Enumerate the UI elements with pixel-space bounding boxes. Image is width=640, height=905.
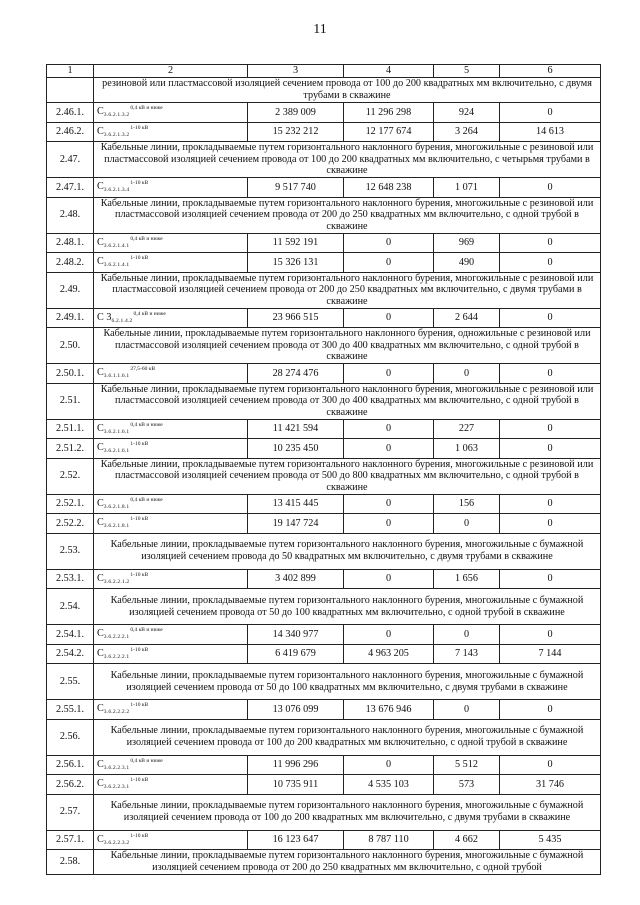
rate-code-index: 3.6.2.1.8.1 (103, 523, 130, 529)
value-col-4: 0 (344, 514, 434, 534)
value-col-3: 19 147 724 (248, 514, 344, 534)
rate-code-label (97, 700, 148, 719)
rate-code-voltage: 1-10 кВ (130, 441, 149, 447)
row-description: Кабельные линии, прокладываемые путем горизонтального наклонного бурения, многожильные с бумажной изоляцией сечением провода от 100 до 200 квадратных мм включительно, с одной трубой в скважине (94, 719, 601, 755)
rate-code-label (97, 420, 163, 439)
value-col-6: 0 (500, 625, 601, 645)
rate-code-index: 3.6.1.1.6.1 (103, 373, 130, 379)
rate-code-index: 3.6.2.1.3.2 (103, 112, 130, 118)
value-col-6: 0 (500, 514, 601, 534)
table-row (47, 700, 601, 720)
value-col-4: 11 296 298 (344, 103, 434, 123)
header-col-5: 5 (434, 65, 500, 78)
rate-code (94, 569, 248, 589)
rate-code-index: 3.6.2.2.1.2 (103, 578, 130, 585)
rate-code-letter: С (97, 367, 104, 378)
section-row (47, 850, 601, 875)
row-number: 2.48.1. (47, 233, 94, 253)
rate-code-label (97, 756, 163, 775)
value-col-5: 1 071 (434, 178, 500, 198)
table-row (47, 830, 601, 850)
value-col-3: 28 274 476 (248, 364, 344, 384)
value-col-4: 0 (344, 308, 434, 328)
table-row (47, 775, 601, 795)
row-description: Кабельные линии, прокладываемые путем горизонтального наклонного бурения, многожильные с бумажной изоляцией сечением провода до 50 квадратных мм включительно, с двумя трубами в скважине (94, 533, 601, 569)
rate-code (94, 178, 248, 198)
value-col-4: 8 787 110 (344, 830, 434, 850)
table-row (47, 122, 601, 142)
rate-code-voltage: 0,4 кВ и ниже (130, 421, 163, 428)
rate-code-letter: С (97, 256, 104, 267)
rate-code-voltage: 0,4 кВ и ниже (130, 757, 163, 764)
row-description: Кабельные линии, прокладываемые путем горизонтального наклонного бурения, многожильные с бумажной изоляцией сечением провода от 50 до 100 квадратных мм включительно, с двумя трубами в скважине (94, 664, 601, 700)
rate-code-index: 3.6.2.1.4.1 (103, 242, 130, 249)
value-col-4: 0 (344, 569, 434, 589)
value-col-6: 0 (500, 253, 601, 273)
value-col-5: 2 644 (434, 308, 500, 328)
table-row (47, 569, 601, 589)
value-col-6: 0 (500, 233, 601, 253)
rate-code-label (97, 103, 163, 122)
section-row (47, 142, 601, 178)
rate-code-voltage: 1-10 кВ (130, 180, 149, 186)
value-col-6: 0 (500, 178, 601, 198)
row-number: 2.58. (47, 850, 94, 875)
rate-code-label (97, 309, 166, 328)
value-col-3: 11 996 296 (248, 755, 344, 775)
value-col-5: 0 (434, 625, 500, 645)
rate-code-label (97, 253, 148, 272)
rate-code-label (97, 234, 163, 253)
rate-code-index: 3.6.2.2.3.1 (103, 764, 130, 771)
rate-code-index: 3.6.2.1.4.1 (103, 262, 130, 268)
value-col-4: 4 535 103 (344, 775, 434, 795)
section-row (47, 589, 601, 625)
rate-code-label (97, 514, 148, 533)
rate-code-voltage: 1-10 кВ (130, 777, 149, 783)
table-row (47, 494, 601, 514)
rate-code-voltage: 1-10 кВ (130, 255, 149, 261)
section-row (47, 197, 601, 233)
row-number: 2.52.1. (47, 494, 94, 514)
rate-code-voltage: 1-10 кВ (130, 124, 149, 131)
table-row (47, 419, 601, 439)
rate-code-index: 3.6.2.2.3.1 (103, 784, 130, 790)
table-row (47, 364, 601, 384)
rate-code-index: 3.6.2.1.6.1 (103, 448, 130, 454)
rate-code-label (97, 570, 148, 589)
rate-code-label (97, 439, 148, 458)
rate-code-label (97, 123, 148, 142)
value-col-4: 13 676 946 (344, 700, 434, 720)
rate-code-letter: С (97, 778, 104, 789)
rate-code (94, 308, 248, 328)
value-col-5: 490 (434, 253, 500, 273)
value-col-3: 15 232 212 (248, 122, 344, 142)
row-number: 2.54.2. (47, 644, 94, 664)
section-row (47, 719, 601, 755)
value-col-3: 3 402 899 (248, 569, 344, 589)
row-description: Кабельные линии, прокладываемые путем горизонтального наклонного бурения, многожильные с резиновой или пластмассовой изоляцией сечением провода от 100 до 200 квадратных мм включительно, с четырьмя трубами в скважине (94, 142, 601, 178)
rate-code-label (97, 775, 148, 794)
value-col-6: 14 613 (500, 122, 601, 142)
rate-code-letter: С (97, 181, 104, 192)
row-number: 2.57. (47, 794, 94, 830)
rate-code-label (97, 364, 155, 383)
rate-code (94, 514, 248, 534)
value-col-6: 5 435 (500, 830, 601, 850)
row-number: 2.49.1. (47, 308, 94, 328)
table-body (47, 65, 601, 875)
value-col-3: 23 966 515 (248, 308, 344, 328)
value-col-6: 0 (500, 439, 601, 459)
value-col-6: 0 (500, 308, 601, 328)
value-col-6: 7 144 (500, 644, 601, 664)
value-col-5: 156 (434, 494, 500, 514)
row-number: 2.52. (47, 458, 94, 494)
row-number (47, 78, 94, 103)
value-col-3: 6 419 679 (248, 644, 344, 664)
value-col-5: 0 (434, 700, 500, 720)
value-col-6: 0 (500, 364, 601, 384)
row-number: 2.56.1. (47, 755, 94, 775)
section-row (47, 794, 601, 830)
value-col-5: 0 (434, 514, 500, 534)
table-row (47, 253, 601, 273)
rate-code-index: 3.6.2.1.3.2 (103, 131, 130, 138)
rate-code-letter: С (97, 572, 104, 584)
value-col-4: 4 963 205 (344, 644, 434, 664)
rate-code-voltage: 0,4 кВ и ниже (130, 105, 163, 111)
row-number: 2.49. (47, 272, 94, 308)
value-col-6: 0 (500, 419, 601, 439)
section-row (47, 533, 601, 569)
row-number: 2.55. (47, 664, 94, 700)
value-col-4: 0 (344, 755, 434, 775)
rate-code-voltage: 1-10 кВ (130, 832, 149, 839)
row-description: Кабельные линии, прокладываемые путем горизонтального наклонного бурения, многожильные с бумажной изоляцией сечением провода от 200 до 250 квадратных мм включительно, с одной трубой (94, 850, 601, 875)
row-number: 2.50.1. (47, 364, 94, 384)
row-number: 2.50. (47, 328, 94, 364)
rate-code-voltage: 0,4 кВ и ниже (130, 627, 163, 633)
row-description: Кабельные линии, прокладываемые путем горизонтального наклонного бурения, многожильные с бумажной изоляцией сечением провода от 100 до 200 квадратных мм включительно, с двумя трубами в скважине (94, 794, 601, 830)
rate-code-voltage: 1-10 кВ (130, 571, 149, 578)
rate-code-voltage: 1-10 кВ (130, 516, 149, 522)
rate-code (94, 103, 248, 123)
rate-code-index: 3.6.2.1.6.1 (103, 428, 130, 435)
rate-code (94, 700, 248, 720)
value-col-4: 0 (344, 233, 434, 253)
value-col-4: 0 (344, 253, 434, 273)
row-description: Кабельные линии, прокладываемые путем горизонтального наклонного бурения, многожильные с резиновой или пластмассовой изоляцией сечением провода от 300 до 400 квадратных мм включительно, с одной трубой в скважине (94, 383, 601, 419)
value-col-6: 0 (500, 755, 601, 775)
rate-code-voltage: 0,4 кВ и ниже (133, 310, 166, 317)
value-col-3: 13 076 099 (248, 700, 344, 720)
rate-code-index: 3.6.2.1.8.1 (103, 503, 130, 510)
row-number: 2.54. (47, 589, 94, 625)
value-col-5: 4 662 (434, 830, 500, 850)
value-col-5: 969 (434, 233, 500, 253)
rate-code (94, 755, 248, 775)
row-number: 2.54.1. (47, 625, 94, 645)
value-col-3: 15 326 131 (248, 253, 344, 273)
table-header-row (47, 65, 601, 78)
value-col-4: 0 (344, 494, 434, 514)
rate-code-letter: С (97, 628, 104, 639)
section-row (47, 328, 601, 364)
rate-code-letter: С (97, 758, 104, 770)
row-description: Кабельные линии, прокладываемые путем горизонтального наклонного бурения, многожильные с резиновой или пластмассовой изоляцией сечением провода от 200 до 250 квадратных мм включительно, с двумя трубами в скважине (94, 272, 601, 308)
value-col-3: 11 592 191 (248, 233, 344, 253)
row-number: 2.56.2. (47, 775, 94, 795)
value-col-3: 10 735 911 (248, 775, 344, 795)
value-col-4: 0 (344, 439, 434, 459)
rate-code-index: 3.6.2.2.2.1 (103, 634, 130, 640)
row-number: 2.48. (47, 197, 94, 233)
value-col-4: 12 648 238 (344, 178, 434, 198)
value-col-3: 16 123 647 (248, 830, 344, 850)
value-col-3: 11 421 594 (248, 419, 344, 439)
value-col-5: 1 656 (434, 569, 500, 589)
rate-code-letter: С 3 (97, 311, 112, 323)
value-col-3: 9 517 740 (248, 178, 344, 198)
rate-code-letter: С (97, 422, 104, 434)
row-number: 2.56. (47, 719, 94, 755)
rate-code-letter: С (97, 106, 104, 117)
value-col-5: 0 (434, 364, 500, 384)
rate-code-index: 6.2.1.4.2 (111, 317, 133, 324)
value-col-6: 0 (500, 700, 601, 720)
rate-code-letter: С (97, 703, 104, 714)
rate-code (94, 122, 248, 142)
table-row (47, 514, 601, 534)
rate-code-letter: С (97, 833, 104, 845)
row-description: резиновой или пластмассовой изоляцией сечением провода от 100 до 200 квадратных мм включительно, с двумя трубами в скважине (94, 78, 601, 103)
rate-code-index: 3.6.2.2.3.2 (103, 839, 130, 846)
value-col-3: 2 389 009 (248, 103, 344, 123)
value-col-4: 0 (344, 364, 434, 384)
row-number: 2.48.2. (47, 253, 94, 273)
value-col-6: 0 (500, 103, 601, 123)
table-row (47, 625, 601, 645)
rate-code-letter: С (97, 517, 104, 528)
value-col-3: 10 235 450 (248, 439, 344, 459)
page-number: 11 (313, 22, 327, 37)
tariff-table (46, 64, 601, 875)
value-col-4: 0 (344, 625, 434, 645)
rate-code (94, 775, 248, 795)
header-col-3: 3 (248, 65, 344, 78)
section-row (47, 458, 601, 494)
value-col-5: 7 143 (434, 644, 500, 664)
header-col-6: 6 (500, 65, 601, 78)
row-description: Кабельные линии, прокладываемые путем горизонтального наклонного бурения, многожильные с резиновой или пластмассовой изоляцией сечением провода от 500 до 800 квадратных мм включительно, с одной трубой в скважине (94, 458, 601, 494)
row-number: 2.46.2. (47, 122, 94, 142)
rate-code-label (97, 495, 163, 514)
rate-code-voltage: 27,5-60 кВ (130, 366, 156, 372)
rate-code-letter: С (97, 497, 104, 509)
table-row (47, 103, 601, 123)
value-col-5: 924 (434, 103, 500, 123)
section-row (47, 272, 601, 308)
header-col-1: 1 (47, 65, 94, 78)
row-number: 2.47.1. (47, 178, 94, 198)
rate-code-voltage: 1-10 кВ (130, 702, 149, 708)
value-col-3: 13 415 445 (248, 494, 344, 514)
row-number: 2.57.1. (47, 830, 94, 850)
rate-code-letter: С (97, 125, 104, 137)
rate-code-label (97, 831, 148, 850)
row-number: 2.53. (47, 533, 94, 569)
section-row (47, 78, 601, 103)
rate-code-letter: С (97, 236, 104, 248)
rate-code (94, 439, 248, 459)
table-row (47, 178, 601, 198)
section-row (47, 383, 601, 419)
rate-code-letter: С (97, 647, 104, 659)
rate-code (94, 625, 248, 645)
value-col-4: 0 (344, 419, 434, 439)
rate-code (94, 644, 248, 664)
rate-code (94, 233, 248, 253)
row-number: 2.53.1. (47, 569, 94, 589)
value-col-4: 12 177 674 (344, 122, 434, 142)
row-description: Кабельные линии, прокладываемые путем горизонтального наклонного бурения, многожильные с резиновой или пластмассовой изоляцией сечением провода от 200 до 250 квадратных мм включительно, с одной трубой в скважине (94, 197, 601, 233)
value-col-5: 573 (434, 775, 500, 795)
row-number: 2.51.2. (47, 439, 94, 459)
value-col-5: 1 063 (434, 439, 500, 459)
value-col-6: 0 (500, 494, 601, 514)
rate-code-voltage: 0,4 кВ и ниже (130, 235, 163, 242)
value-col-5: 5 512 (434, 755, 500, 775)
rate-code-label (97, 178, 148, 197)
rate-code-index: 3.6.2.2.2.1 (103, 653, 130, 660)
row-number: 2.55.1. (47, 700, 94, 720)
row-number: 2.51. (47, 383, 94, 419)
rate-code (94, 419, 248, 439)
header-col-4: 4 (344, 65, 434, 78)
table-row (47, 308, 601, 328)
header-col-2: 2 (94, 65, 248, 78)
row-description: Кабельные линии, прокладываемые путем горизонтального наклонного бурения, многожильные с бумажной изоляцией сечением провода от 50 до 100 квадратных мм включительно, с одной трубой в скважине (94, 589, 601, 625)
rate-code-index: 3.6.2.1.3.4 (103, 187, 130, 193)
rate-code (94, 364, 248, 384)
row-number: 2.46.1. (47, 103, 94, 123)
rate-code-index: 3.6.2.2.2.2 (103, 709, 130, 715)
value-col-6: 31 746 (500, 775, 601, 795)
row-number: 2.52.2. (47, 514, 94, 534)
rate-code (94, 253, 248, 273)
rate-code (94, 494, 248, 514)
row-description: Кабельные линии, прокладываемые путем горизонтального наклонного бурения, одножильные с резиновой или пластмассовой изоляцией сечением провода от 300 до 400 квадратных мм включительно, с одной трубой в скважине (94, 328, 601, 364)
section-row (47, 664, 601, 700)
rate-code-letter: С (97, 442, 104, 453)
value-col-6: 0 (500, 569, 601, 589)
row-number: 2.51.1. (47, 419, 94, 439)
table-row (47, 439, 601, 459)
rate-code-label (97, 625, 163, 644)
value-col-5: 3 264 (434, 122, 500, 142)
row-number: 2.47. (47, 142, 94, 178)
table-row (47, 233, 601, 253)
rate-code-voltage: 1-10 кВ (130, 646, 149, 653)
rate-code-label (97, 645, 148, 664)
rate-code (94, 830, 248, 850)
table-row (47, 755, 601, 775)
table-row (47, 644, 601, 664)
value-col-5: 227 (434, 419, 500, 439)
rate-code-voltage: 0,4 кВ и ниже (130, 496, 163, 503)
value-col-3: 14 340 977 (248, 625, 344, 645)
